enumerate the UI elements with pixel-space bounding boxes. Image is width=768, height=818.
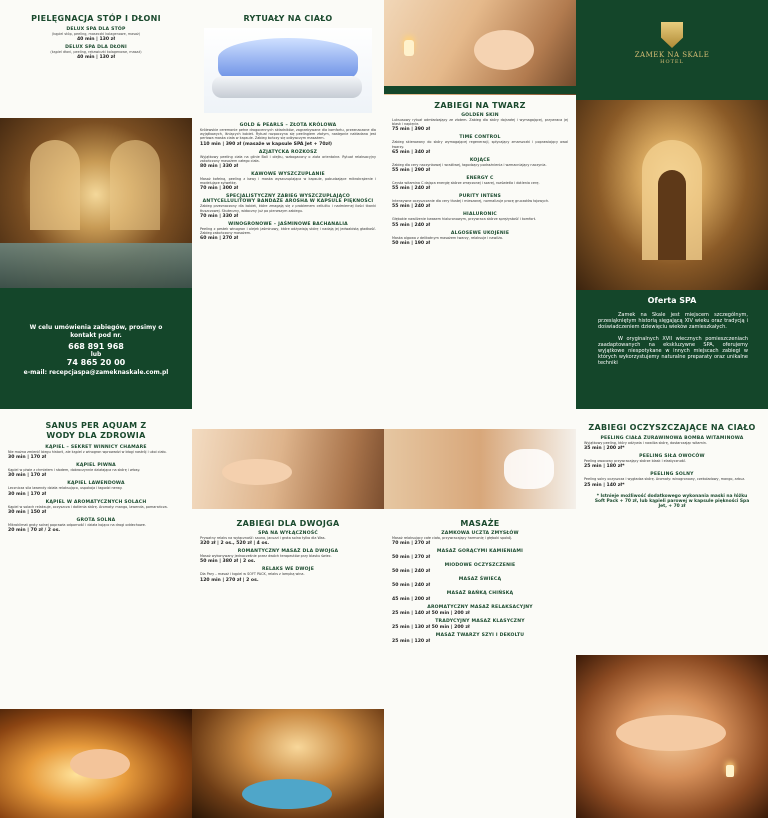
bath-desc: Nie można zmienić biegu historii, ale kąpiel z winogron wprowadzi w błogi nastrój i ukoi ciało. <box>8 450 167 454</box>
pool-cellar-photo <box>192 709 384 818</box>
massage-item-price: 25 min | 140 zł 50 min | 200 zł <box>392 611 470 617</box>
hands-item-price: 40 min | 130 zł <box>76 55 116 60</box>
hot-stone-photo <box>384 429 576 509</box>
ritual-price: 70 min | 300 zł <box>200 186 239 192</box>
bath-desc: Kąpiel w solach relaksuje, oczyszcza i dotlenia skórę. Aromaty: mango, lawenda, pomarańcza. <box>8 504 168 509</box>
peel-item-desc: Peeling solny oczyszcza i wygładza skórę. Aromaty: winogronowy, czekoladowy, mango, arbuz. <box>584 477 746 482</box>
face-item-desc: Luksusowy rytuał odmładzający ze złotem. Zabieg dla skóry dojrzałej i wymagającej, przywraca jej blask i napięcie. <box>392 118 568 127</box>
massage-item-price: 25 min | 130 zł 50 min | 200 zł <box>392 625 470 631</box>
peel-item-name: PEELING CIAŁA ŻURAWINOWA BOMBA WITAMINOWA <box>600 436 744 441</box>
couples-item-desc: Dla Pary – masaż i kąpiel w SOFT PACK, relaks z lampką wina. <box>200 572 305 577</box>
face-item-desc: Maska algowa z delikatnym masażem twarzy, relaksuje i nawilża. <box>392 235 504 240</box>
ritual-name: SPECJALISTYCZNY ZABIEG WYSZCZUPLAJĄCO ANTYCELLULITOWY BANDAŻE AROSHA W KAPSULE PIĘKNOŚCI <box>202 194 374 205</box>
bath-name: GROTA SOLNA <box>76 517 116 523</box>
contact-intro: W celu umówienia zabiegów, prosimy o kontakt pod nr. <box>29 324 163 339</box>
castle-logo <box>576 22 768 65</box>
face-item-name: KOJĄCE <box>469 157 491 163</box>
ritual-name: WINOGRONOWE – JAŚMINOWE BACHANALIA <box>228 221 348 227</box>
panel-feet-contact <box>0 0 192 409</box>
peel-item-desc: Wyjątkowy peeling, który odżywia i nawilża skórę, dostarczając witamin. <box>584 441 707 445</box>
bath-price: 30 min | 150 zł <box>8 509 47 515</box>
bath-name: KĄPIEL PIWNA <box>76 463 116 469</box>
contact-phone-2[interactable]: 74 865 20 00 <box>66 358 126 367</box>
ritual-price: 70 min | 330 zł <box>200 213 239 219</box>
couple-massage-photo <box>192 429 384 509</box>
massage-item-name: TRADYCYJNY MASAŻ KLASYCZNY <box>435 619 525 625</box>
face-item-price: 55 min | 290 zł <box>392 168 431 174</box>
body-rituals-title: RYTUAŁY NA CIAŁO <box>243 14 333 23</box>
ritual-name: KAWOWE WYSZCZUPLANIE <box>251 172 325 178</box>
couples-item-price: 120 min | 270 zł | 2 os. <box>200 577 259 583</box>
couples-item-price: 320 zł | 2 os., 520 zł | 4 os. <box>200 541 270 547</box>
massage-item-name: MASAŻ TWARZY SZYI I DEKOLTU <box>435 633 525 639</box>
face-massage-photo <box>384 0 576 95</box>
face-item-name: TIME CONTROL <box>459 135 501 141</box>
face-item-desc: Głębokie nawilżenie kwasem hialuronowym, przywraca skórze sprężystość i komfort. <box>392 217 537 222</box>
face-item-desc: Zabieg skierowany do skóry wymagającej regeneracji, spłycający zmarszczki i poprawiający owal twarzy. <box>392 140 568 149</box>
massage-item-name: MASAŻ BAŃKĄ CHIŃSKĄ <box>446 591 514 597</box>
panel-body-rituals <box>192 0 384 409</box>
feet-item-desc: (kąpiel stóp, peeling, maseczki kolagenowe, masaż) <box>51 32 141 36</box>
offer-paragraph-2: W oryginalnych XVII wiecznych pomieszczeniach zaadaptowanych na ekskluzywne SPA, oferujemy wyjątkowe niespotykane w innych miejscach zabiegi w których wykorzystujemy naturalne preparaty oraz unikalne techniki <box>598 335 748 367</box>
bath-price: 30 min | 170 zł <box>8 491 47 497</box>
bath-candles-photo <box>0 709 192 818</box>
panel-massage <box>384 409 576 818</box>
couples-item-desc: Prywatny relaks na wyłączność: sauna, jacuzzi i grota solna tylko dla Was. <box>200 536 326 540</box>
ritual-price: 80 min | 330 zł <box>200 164 239 170</box>
ritual-desc: Wyjątkowy peeling ciała na glinie Bali i olejku, wzbogacony o zioła orientalne. Rytuał relaksacyjny zakończony masażem całego ciała. <box>200 154 376 163</box>
face-item-name: ENERGY C <box>466 176 494 182</box>
face-item-name: PURITY INTENS <box>459 194 501 200</box>
couples-title: ZABIEGI DLA DWOJGA <box>236 519 340 528</box>
contact-email[interactable]: e-mail: recepcjaspa@zameknaskale.com.pl <box>23 369 169 376</box>
face-item-price: 55 min | 240 zł <box>392 186 431 192</box>
bath-desc: Kąpiel w piwie z chmielem i słodem, dobroczynnie działająca na skórę i włosy. <box>8 468 141 473</box>
bath-name: KĄPIEL W AROMATYCZNYCH SOLACH <box>45 499 147 505</box>
massage-item-name: ZAMKOWA UCZTA ZMYSŁÓW <box>441 531 519 536</box>
panel-face <box>384 0 576 409</box>
bath-price: 30 min | 170 zł <box>8 455 47 461</box>
massage-item-price: 50 min | 270 zł <box>392 555 431 561</box>
massage-item-price: 70 min | 270 zł <box>392 541 431 547</box>
ritual-desc: Peeling z pestek winogron i olejek jaśminowy, które odżywiają skórę i nadają jej jedwabistą gładkość. Zabieg zakończony masażem. <box>200 226 376 236</box>
contact-phone-1[interactable]: 668 891 968 <box>68 342 124 351</box>
massage-title: MASAŻE <box>460 519 500 528</box>
ritual-name: AZJATYCKA ROZKOSZ <box>258 149 318 155</box>
massage-item-name: AROMATYCZNY MASAŻ RELAKSACYJNY <box>427 605 533 611</box>
spa-capsule-photo <box>204 28 372 113</box>
bath-price: 30 min | 170 zł <box>8 473 47 479</box>
panel-peel <box>576 409 768 818</box>
peel-title: ZABIEGI OCZYSZCZAJĄCE NA CIAŁO <box>588 423 756 432</box>
logo-sub: HOTEL <box>660 59 684 65</box>
panel-couples <box>192 409 384 818</box>
offer-paragraph-1: Zamek na Skale jest miejscem szczególnym, przesiąkniętym historią sięgającą XIV wieku oraz tradycją i doświadczeniem dziewięciu wieków zamieszkałych. <box>598 312 748 331</box>
back-massage-photo <box>576 655 768 818</box>
face-item-price: 55 min | 240 zł <box>392 222 431 228</box>
face-item-price: 50 min | 190 zł <box>392 240 431 246</box>
massage-item-name: MASAŻ GORĄCYMI KAMIENIAMI <box>436 549 524 555</box>
massage-item-price: 50 min | 240 zł <box>392 583 431 589</box>
face-item-desc: Zabieg dla cery naczynkowej i wrażliwej, łagodzący podrażnienia i wzmacniający naczynia. <box>392 162 547 167</box>
ritual-price: 110 min | 390 zł (masaże w kapsule SPA Jet + 70zł) <box>200 141 332 147</box>
face-item-desc: Intensywne oczyszczanie dla cery tłustej i mieszanej, normalizuje pracę gruczołów łojowych. <box>392 199 550 204</box>
peel-item-price: 35 min | 200 zł* <box>584 446 625 452</box>
bath-price: 20 min | 70 zł / 2 os. <box>8 528 61 534</box>
ritual-name: GOLD & PEARLS – ZŁOTA KRÓLOWA <box>239 123 337 128</box>
hands-item-desc: (kąpiel dłoni, peeling, rękawiczki kolagenowe, masaż) <box>50 50 142 54</box>
peel-item-price: 25 min | 140 zł* <box>584 482 625 488</box>
bath-desc: Lecznicza sila lawendy działa relaksująco, uspokaja i łagodzi nerwy. <box>8 486 123 491</box>
couples-item-name: SPA NA WYŁĄCZNOŚĆ <box>258 531 318 536</box>
castle-corridor-photo <box>576 100 768 290</box>
peel-item-desc: Peeling owocowy przywracający skórze blask i elastyczność. <box>584 459 687 464</box>
peel-item-name: PEELING SIŁA OWOCÓW <box>639 454 705 460</box>
face-item-name: GOLDEN SKIN <box>461 113 499 118</box>
couples-item-price: 50 min | 380 zł | 2 os. <box>200 559 256 565</box>
face-title: ZABIEGI NA TWARZ <box>434 101 526 110</box>
face-item-price: 55 min | 240 zł <box>392 204 431 210</box>
face-item-price: 65 min | 340 zł <box>392 149 431 155</box>
feet-item-price: 40 min | 130 zł <box>76 37 116 42</box>
ritual-desc: Zabieg przeznaczony dla kobiet, które zmagają się z problemem cellulitu i nadmiernej ilości tkanki tłuszczowej. Skuteczny, widoczny już po pierwszym zabiegu. <box>200 204 376 213</box>
bath-name: KĄPIEL – SEKRET WINNICY CHAMARE <box>45 445 147 450</box>
feet-item-name: DELUX SPA DLA STÓP <box>66 27 126 32</box>
massage-item-name: MIODOWE OCZYSZCZENIE <box>444 563 516 569</box>
peel-item-name: PEELING SOLNY <box>650 472 694 478</box>
contact-box <box>0 288 192 409</box>
castle-hall-photo <box>0 118 192 288</box>
panel-offer <box>576 0 768 409</box>
hands-item-name: DELUX SPA DLA DŁONI <box>65 45 127 50</box>
massage-item-price: 45 min | 200 zł <box>392 597 431 603</box>
massage-item-price: 25 min | 120 zł <box>392 639 431 645</box>
panel-sanus <box>0 409 192 818</box>
ritual-desc: Królewskie ceremonie pełne drogocennych składników, zagrzebywane dla komfortu, przeznaczone dla wyjątkowych, lśniących kobiet. Rytuał rozpoczyna się peelingiem złotym, następnie nakładana jest perłowa maska ciała w kapsule. Zabieg kończy się odżywczym masażem. <box>200 128 376 141</box>
feet-title: PIELĘGNACJA STÓP I DŁONI <box>31 14 161 23</box>
offer-title: Oferta SPA <box>647 296 697 305</box>
peel-item-price: 25 min | 180 zł* <box>584 464 625 470</box>
couples-item-name: ROMANTYCZNY MASAŻ DLA DWOJGA <box>237 549 339 555</box>
bath-desc: Mikroklimat groty solnej poprawia odporność i działa kojąco na drogi oddechowe. <box>8 522 146 527</box>
face-item-name: ALGOSEWE UKOJENIE <box>450 230 510 236</box>
face-item-desc: Czysta witamina C dająca energię skórze zmęczonej i szarej, rozświetla i dotlenia cerę. <box>392 181 540 186</box>
shield-icon <box>661 22 683 48</box>
massage-item-desc: Masaż relaksujący całe ciało, przywracający harmonię i głęboki spokój. <box>392 536 513 540</box>
peel-note: * Istnieje możliwość dodatkowego wykonania maski na łóżku Soft Pack + 70 zł, lub kąpieli parowej w kapsule piękności Spa Jet, + 70 zł <box>594 493 750 510</box>
ritual-price: 60 min | 270 zł <box>200 236 239 242</box>
couples-item-desc: Masaż wykonywany jednocześnie przez dwóch terapeutów przy blasku świec. <box>200 554 332 559</box>
face-item-price: 75 min | 390 zł <box>392 127 431 133</box>
face-item-name: HIALURONIC <box>463 212 497 218</box>
bath-name: KĄPIEL LAWENDOWA <box>67 481 125 487</box>
logo-text: ZAMEK NA SKALE <box>634 51 710 59</box>
couples-item-name: RELAKS WE DWOJE <box>261 567 315 573</box>
massage-item-name: MASAŻ ŚWIECĄ <box>458 577 502 583</box>
massage-item-price: 50 min | 240 zł <box>392 569 431 575</box>
sanus-title: SANUS PER AQUAM Z WODY DLA ZDROWIA <box>45 421 147 440</box>
contact-or: lub <box>90 351 102 358</box>
ritual-desc: Masaż kofeiną, peeling z kawy i maska wyszczuplająca w kapsule, pobudzające mikrokrążenie i modelujące sylwetkę. <box>200 177 376 186</box>
